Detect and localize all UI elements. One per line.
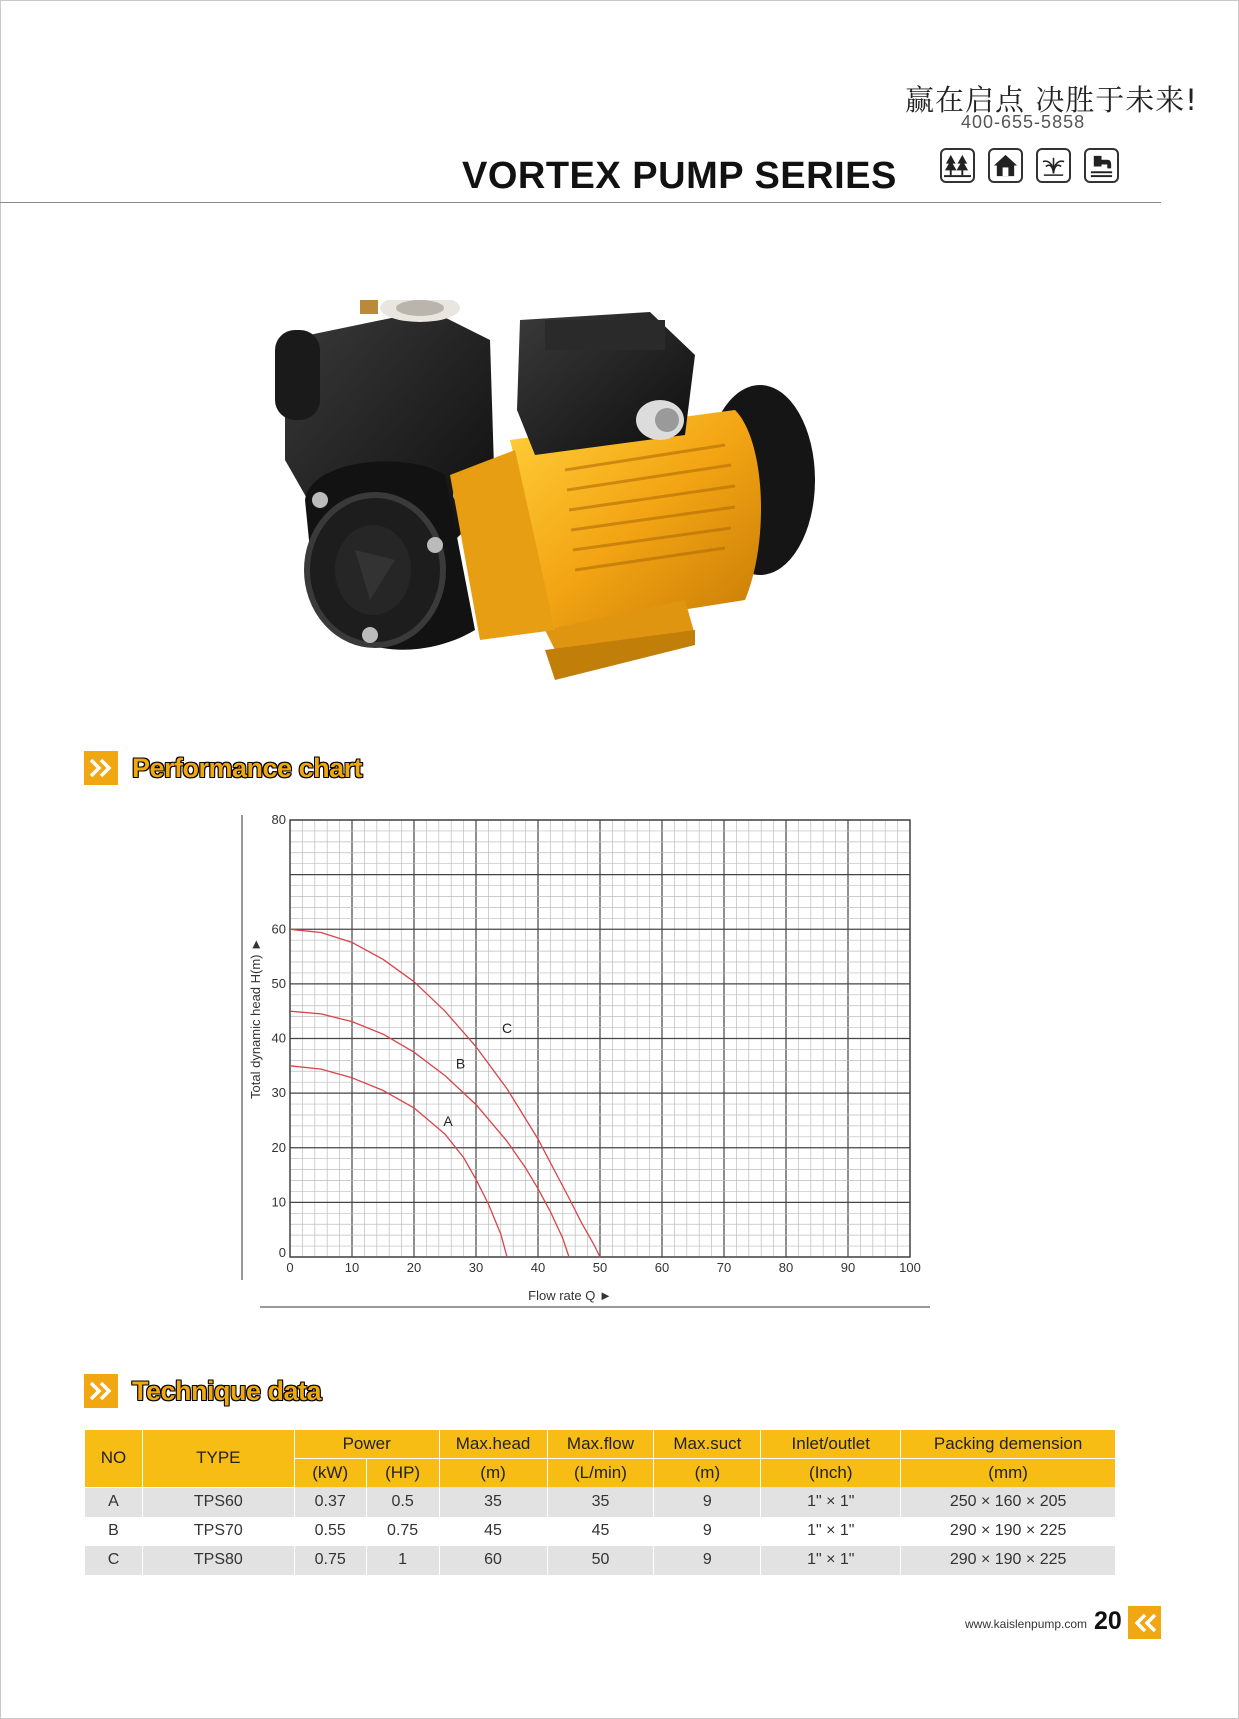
curve-label-A: A: [443, 1112, 453, 1129]
cell-kw: 0.75: [294, 1546, 366, 1575]
table-row: [85, 1487, 1116, 1517]
header-divider: [0, 202, 1161, 203]
trees-icon: [940, 148, 975, 183]
technique-data-heading: [84, 1374, 321, 1408]
cell-packing: 290 × 190 × 225: [901, 1546, 1116, 1575]
header-no: NO: [85, 1430, 143, 1487]
header-max-suct-unit: (m): [654, 1459, 761, 1488]
y-tick-label: 0: [278, 1245, 286, 1260]
chevron-right-icon: [84, 751, 118, 785]
cell-kw: 0.55: [294, 1517, 366, 1546]
table-row: [85, 1546, 1116, 1575]
x-tick-label: 30: [468, 1260, 484, 1275]
cell-no: C: [85, 1546, 143, 1575]
pump-image: [255, 300, 835, 740]
footer-url[interactable]: www.kaislenpump.com: [965, 1617, 1088, 1631]
header-max-head-unit: (m): [439, 1459, 547, 1488]
cell-packing: 250 × 160 × 205: [901, 1487, 1116, 1517]
cell-hp: 0.5: [366, 1487, 439, 1517]
x-tick-label: 40: [530, 1260, 546, 1275]
y-tick-label: 40: [271, 1030, 286, 1046]
x-tick-label: 70: [716, 1260, 732, 1275]
cell-head: 35: [439, 1487, 547, 1517]
cell-inlet: 1" × 1": [761, 1546, 901, 1575]
performance-chart-heading: [84, 751, 362, 785]
slogan: 赢在启点 决胜于未来!: [905, 83, 1198, 117]
cell-inlet: 1" × 1": [761, 1517, 901, 1546]
chevron-right-icon: [84, 1374, 118, 1408]
series-line-B: [290, 1011, 569, 1257]
x-tick-label: 10: [344, 1260, 360, 1275]
cell-suct: 9: [654, 1546, 761, 1575]
cell-flow: 50: [547, 1546, 654, 1575]
x-tick-label: 100: [899, 1260, 921, 1275]
y-tick-label: 30: [271, 1085, 286, 1101]
cell-head: 45: [439, 1517, 547, 1546]
performance-chart: [230, 805, 940, 1315]
series-line-A: [290, 1066, 507, 1257]
cell-head: 60: [439, 1546, 547, 1575]
application-icons: [940, 148, 1119, 183]
header-power: Power: [294, 1430, 439, 1459]
performance-chart-title: Performance chart: [132, 752, 363, 783]
x-tick-label: 90: [840, 1260, 856, 1275]
y-tick-label: 20: [271, 1139, 286, 1155]
cell-hp: 1: [366, 1546, 439, 1575]
table-row: [85, 1517, 1116, 1546]
technique-data-title: Technique data: [132, 1375, 322, 1406]
header-packing: Packing demension: [901, 1430, 1116, 1459]
header-type: TYPE: [142, 1430, 294, 1487]
y-tick-label: 50: [271, 975, 286, 991]
x-tick-label: 0: [286, 1260, 294, 1275]
y-axis-label: Total dynamic head H(m) ►: [248, 938, 263, 1099]
cell-flow: 45: [547, 1517, 654, 1546]
y-tick-label: 60: [271, 921, 286, 937]
header-hp: (HP): [366, 1459, 439, 1488]
cell-suct: 9: [654, 1517, 761, 1546]
curve-label-B: B: [455, 1055, 466, 1072]
cell-no: B: [85, 1517, 143, 1546]
technique-data-table: [84, 1430, 1116, 1575]
y-tick-label: 10: [271, 1194, 286, 1210]
header-inlet-unit: (Inch): [761, 1459, 901, 1488]
y-tick-label: 80: [271, 812, 286, 827]
header-max-head: Max.head: [439, 1430, 547, 1459]
x-axis-label: Flow rate Q ►: [528, 1288, 612, 1303]
header-max-flow-unit: (L/min): [547, 1459, 654, 1488]
house-icon: [988, 148, 1023, 183]
header-packing-unit: (mm): [901, 1459, 1116, 1488]
chevron-left-icon: [1128, 1606, 1161, 1639]
curve-label-C: C: [501, 1020, 513, 1037]
cell-type: TPS70: [142, 1517, 294, 1546]
cell-type: TPS80: [142, 1546, 294, 1575]
header-max-suct: Max.suct: [654, 1430, 761, 1459]
x-tick-label: 80: [778, 1260, 794, 1275]
header-inlet-outlet: Inlet/outlet: [761, 1430, 901, 1459]
fountain-icon: [1036, 148, 1071, 183]
cell-no: A: [85, 1487, 143, 1517]
x-tick-label: 60: [654, 1260, 670, 1275]
cell-flow: 35: [547, 1487, 654, 1517]
x-tick-label: 20: [406, 1260, 422, 1275]
cell-type: TPS60: [142, 1487, 294, 1517]
phone-number: 400-655-5858: [961, 112, 1086, 132]
page-number: 20: [1094, 1607, 1122, 1635]
tap-icon: [1084, 148, 1119, 183]
cell-inlet: 1" × 1": [761, 1487, 901, 1517]
cell-packing: 290 × 190 × 225: [901, 1517, 1116, 1546]
page-title: VORTEX PUMP SERIES: [462, 155, 897, 197]
cell-hp: 0.75: [366, 1517, 439, 1546]
cell-kw: 0.37: [294, 1487, 366, 1517]
x-tick-label: 50: [592, 1260, 608, 1275]
header-max-flow: Max.flow: [547, 1430, 654, 1459]
header-kw: (kW): [294, 1459, 366, 1488]
cell-suct: 9: [654, 1487, 761, 1517]
